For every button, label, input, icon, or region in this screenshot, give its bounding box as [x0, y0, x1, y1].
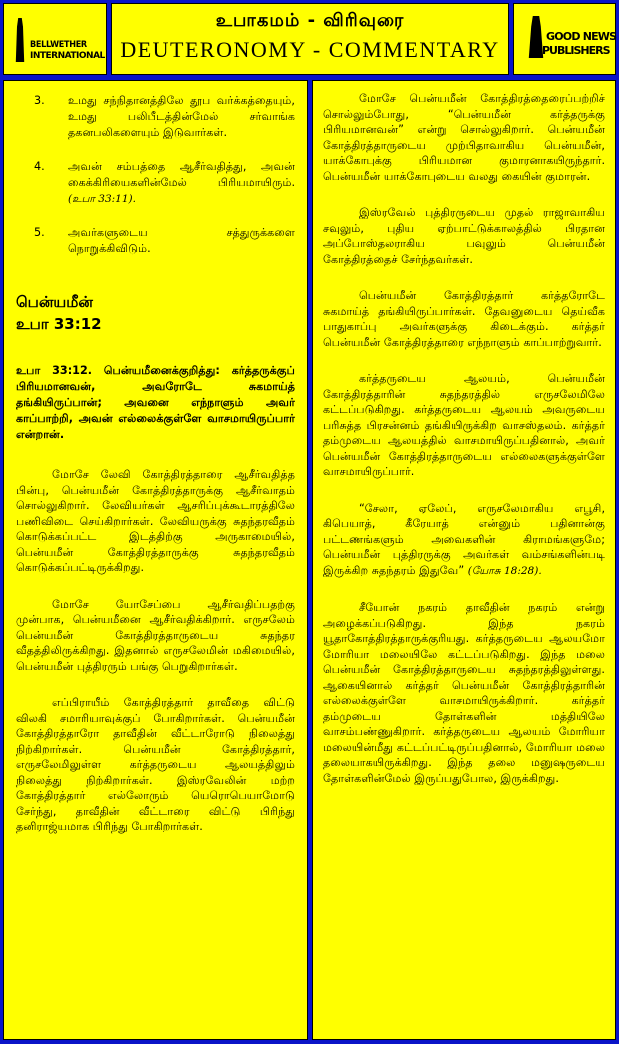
goodnews-logo — [520, 16, 617, 66]
paragraph-text: மோசே யோசேப்பை ஆசீர்வதிப்பதற்கு முன்பாக, பென்யமீனை ஆசீர்வதிக்கிறார். எருசலேம் பென்யமீன் கோத்திரத்தாருடைய சுதந்தர வீதத்திலிருக்கிறது. இதனால் எருசலேமின் மகிமையில், பென்யமீன் புத்திரரும் பங்கு பெறுகிறார்கள். — [16, 597, 295, 673]
scripture-reference: (யோசு 18:28). — [467, 564, 542, 577]
list-item — [16, 93, 295, 141]
logo-left-line2: INTERNATIONAL — [30, 51, 105, 61]
list-item — [16, 159, 295, 207]
title-tamil: உபாகமம் - விரிவுரை — [215, 10, 405, 31]
list-item-number: 3. — [34, 94, 45, 107]
bellwether-logo — [10, 16, 105, 66]
title-english: DEUTERONOMY - COMMENTARY — [120, 37, 500, 62]
paragraph — [323, 91, 605, 184]
list-item-number: 5. — [34, 226, 45, 239]
tower-icon — [14, 18, 26, 62]
paragraph — [323, 288, 605, 350]
section-heading — [16, 291, 295, 335]
section-heading-title: பென்யமீன் — [16, 293, 93, 311]
left-column — [3, 80, 308, 1040]
scripture-reference: (உபா 33:11). — [68, 193, 136, 205]
logo-left-line1: BELLWETHER — [30, 40, 87, 50]
paragraph — [323, 205, 605, 267]
bellwether-logo-box — [3, 3, 107, 75]
list-item-text: உமது சந்நிதானத்திலே தூப வர்க்கத்தையும், உமது பலிபீடத்தின்மேல் சர்வாங்க தகனபலிகளையும் இடுவார்கள். — [68, 94, 295, 139]
title-box — [111, 3, 509, 75]
section-heading-reference: உபா 33:12 — [16, 315, 102, 333]
paragraph-text: மோசே பென்யமீன் கோத்திரத்தைரைப்பற்றிச் சொல்லும்போது, “பென்யமீன் கர்த்தருக்கு பிரியமானவன்” என்று சொல்லுகிறார். பென்யமீன் கோத்திரத்தாருடைய முற்பிதாவாகிய பென்யமீன், யாக்கோபுக்கு பிரியமான குமாரனாகயிருந்தார். பென்யமீன் யாக்கோபுடைய வலது கையின் குமாரன். — [323, 92, 605, 183]
paragraph — [16, 467, 295, 576]
paragraph — [323, 501, 605, 580]
list-item-text: அவன் சம்பத்தை ஆசீர்வதித்து, அவன் கைக்கிரியைகளின்மேல் பிரியமாயிரும். — [68, 160, 295, 189]
list-item-text: அவர்களுடைய சத்துருக்களை நொறுக்கிவிடும். — [68, 226, 295, 255]
paragraph-text: “சேலா, ஏலேப், எருசலேமாகிய எபூசி, கிபெயாத், கீரேயாத் என்னும் பதினான்கு பட்டணங்களும் அவைகளின் கிராமங்களுமே; பென்யமீன் புத்திரருக்கு அவர்கள் வம்சங்களின்படி இருக்கிற சுதந்தரம் இதுவே” — [323, 501, 605, 577]
paragraph — [16, 597, 295, 675]
paragraph — [323, 371, 605, 480]
paragraph-text: பென்யமீன் கோத்திரத்தார் கர்த்தரோடே சுகமாய்த் தங்கியிருப்பார்கள். தேவனுடைய தெய்வீக பாதுகாப்பு அவர்களுக்கு கிடைக்கும். கர்த்தர் பென்யமீன் கோத்திரத்தாரை எந்நாளும் காப்பாற்றுவார். — [323, 289, 605, 349]
list-item — [16, 225, 295, 257]
paragraph-text: எப்பிராயீம் கோத்திரத்தார் தாவீதை விட்டு விலகி சமாரியாவுக்குப் போகிறார்கள். பென்யமீன் கோத்திரத்தாரோ தாவீதின் வீட்டாரோடு நிலைத்து நிற்கிறார்கள். பென்யமீன் கோத்திரத்தார், எருசலேமிலுள்ள கர்த்தருடைய ஆலயத்திலும் நிலைத்து நிற்கிறார்கள். இஸ்ரவேலின் மற்ற கோத்திரத்தார் எல்லோரும் யெரொபெயாமோடு சேர்ந்து, தாவீதின் வீட்டாரை விட்டு பிரிந்து தனிராஜ்யமாக பிரிந்து போகிறார்கள். — [16, 696, 295, 833]
paragraph-text: இஸ்ரவேல் புத்திரருடைய முதல் ராஜாவாகிய சவுலும், புதிய ஏற்பாட்டுக்காலத்தில் பிரதான அப்போஸ்தலராகிய பவுலும் பென்யமீன் கோத்திரத்தைச் சேர்ந்தவர்கள். — [323, 206, 605, 266]
paragraph — [323, 600, 605, 786]
logo-right-line2: PUBLISHERS — [542, 44, 610, 57]
list-item-number: 4. — [34, 160, 45, 173]
list-item-body — [68, 159, 295, 207]
paragraph — [16, 695, 295, 835]
logo-right-line1: GOOD NEWS — [546, 30, 617, 43]
verse-text: உபா 33:12. பென்யமீனைக்குறித்து: கர்த்தருக்குப் பிரியமானவன், அவரோடே சுகமாய்த் தங்கியிருப்பான்; அவனை எந்நாளும் அவர் காப்பாற்றி, அவன் எல்லைக்குள்ளே வாசமாயிருப்பார் என்றான். — [16, 364, 295, 441]
right-column — [312, 80, 616, 1040]
paragraph-text: கர்த்தருடைய ஆலயம், பென்யமீன் கோத்திரத்தாரின் சுதந்தரத்தில் எருசலேமிலே கட்டப்படுகிறது. கர்த்தருடைய ஆலயம் அவருடைய பரிசுத்த பிரசன்னம் தங்கியிருக்கிற வாசஸ்தலம். கர்த்தர் தம்முடைய ஆலயத்தில் வாசமாயிருப்பதினால், அவர் பென்யமீன் கோத்திரத்தாருடைய எல்லைகளுக்குள்ளே வாசமாயிருப்பார். — [323, 372, 605, 478]
paragraph-text: சீயோன் நகரம் தாவீதின் நகரம் என்று அழைக்கப்படுகிறது. இந்த நகரம் யூதாகோத்திரத்தாருக்குரியது. கர்த்தருடைய ஆலயமோ மோரியா மலையிலே கட்டப்படுகிறது. இந்த மலை பென்யமீன் கோத்திரத்தாருடைய சுதந்தரத்திலுள்ளது. ஆகையினால் கர்த்தர் பென்யமீன் கோத்திரத்தாரின் எல்லைக்குள்ளே வாசமாயிருக்கிறார். கர்த்தர் தம்முடைய தோள்களின் மத்தியிலே வாசம்பண்ணுகிறார். கர்த்தருடைய ஆலயம் மோரியா மலையின்மீது கட்டப்பட்டிருப்பதினால், மோரியா மலை தலையாகயிருக்கிறது. இந்த தலை மனுஷருடைய தோள்களின்மேல் இருப்பதுபோல, இருக்கிறது. — [323, 601, 605, 785]
paragraph-text: மோசே லேவி கோத்திரத்தாரை ஆசீர்வதித்த பின்பு, பென்யமீன் கோத்திரத்தாருக்கு ஆசீர்வாதம் சொல்லுகிறார். லேவியர்கள் ஆசரிப்புக்கூடாரத்திலே பணிவிடை செய்கிறார்கள். லேவியருக்கு சுதந்தரவீதம் கொடுக்கப்பட்ட இடத்திற்கு அருகாமையில், பென்யமீன் கோத்திரத்தாருக்கு சுதந்தரவீதம் கொடுக்கப்பட்டிருக்கிறது. — [16, 468, 295, 574]
goodnews-logo-box — [513, 3, 616, 75]
